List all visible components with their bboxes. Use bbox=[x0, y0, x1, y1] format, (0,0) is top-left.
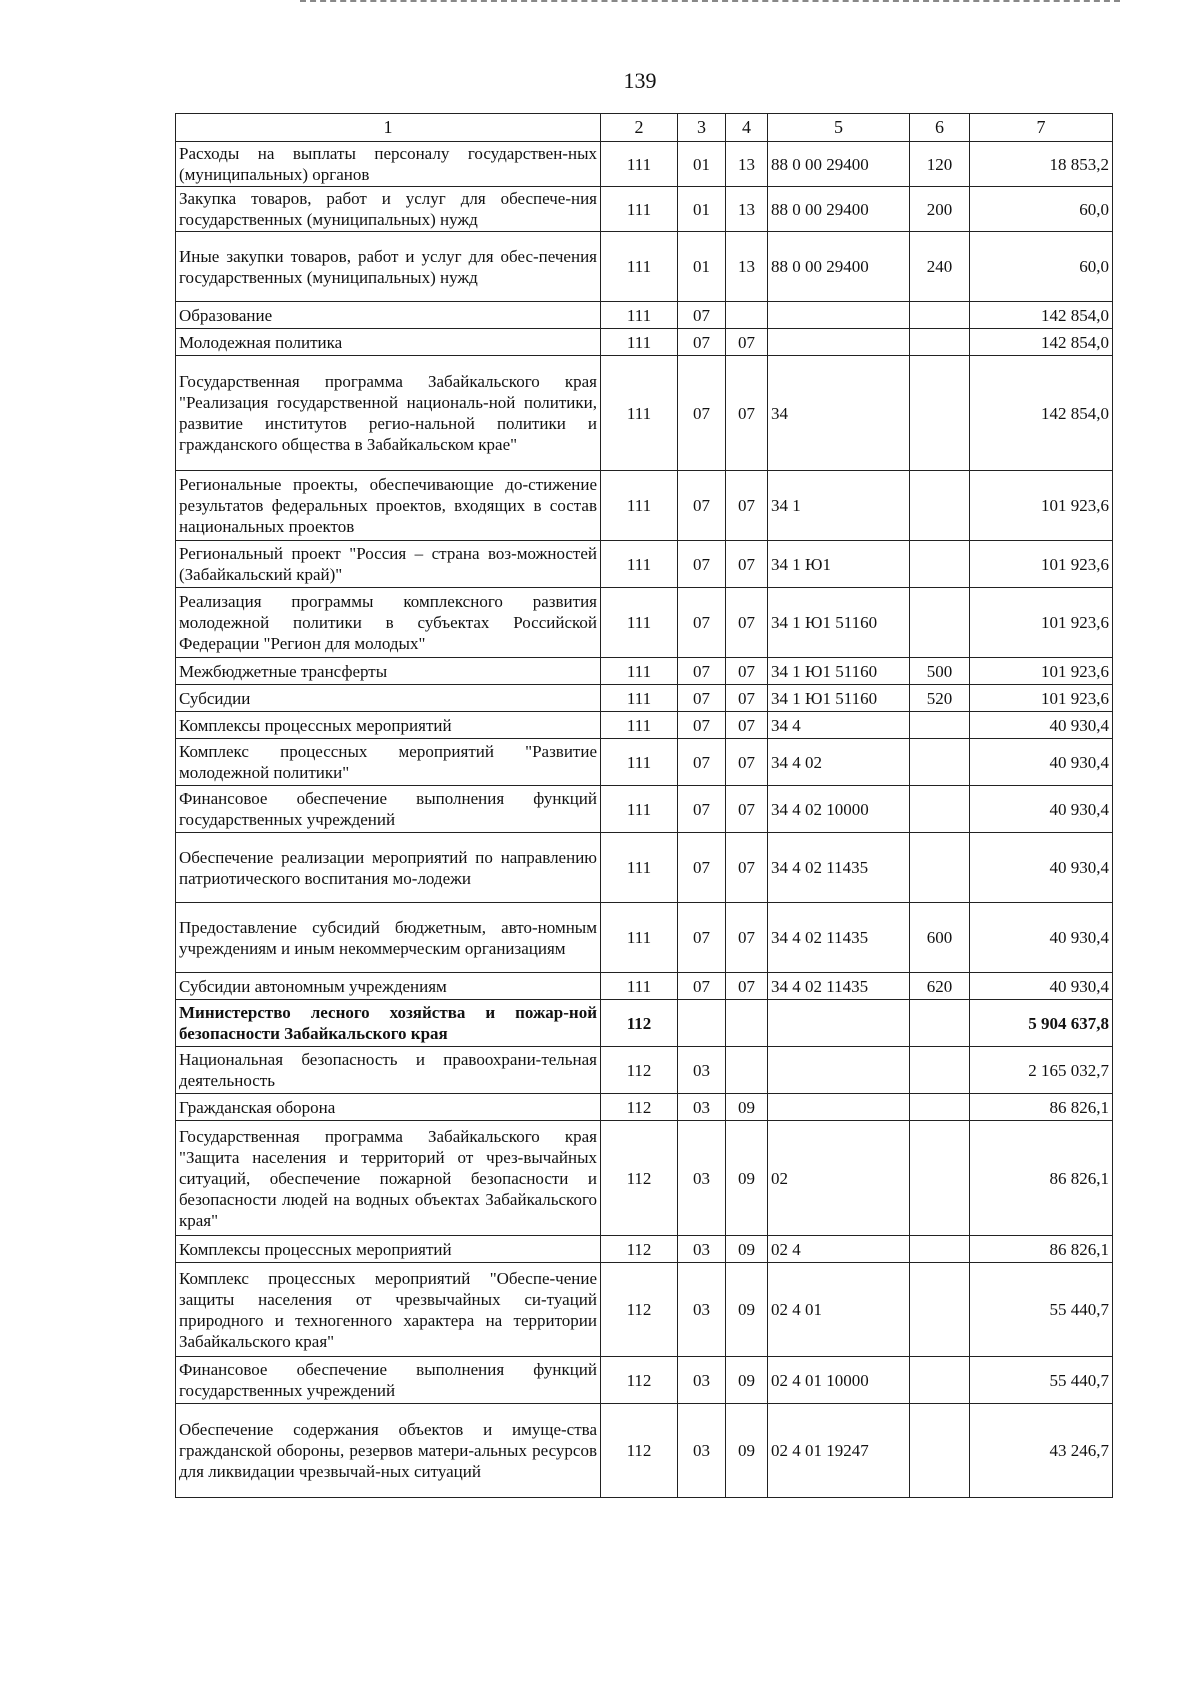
row-expense-type bbox=[910, 739, 970, 786]
table-row bbox=[176, 1404, 1113, 1498]
table-row bbox=[176, 356, 1113, 471]
row-expense-type bbox=[910, 712, 970, 739]
row-admin-code: 111 bbox=[601, 142, 678, 187]
row-admin-code: 111 bbox=[601, 356, 678, 471]
table-row bbox=[176, 1357, 1113, 1404]
row-admin-code: 112 bbox=[601, 1121, 678, 1236]
row-target-article bbox=[768, 1047, 910, 1094]
row-section: 03 bbox=[678, 1047, 726, 1094]
row-name: Министерство лесного хозяйства и пожар-ной безопасности Забайкальского края bbox=[176, 1000, 601, 1047]
row-target-article: 34 4 02 11435 bbox=[768, 973, 910, 1000]
row-expense-type bbox=[910, 356, 970, 471]
row-subsection: 07 bbox=[726, 471, 768, 541]
table-row bbox=[176, 541, 1113, 588]
row-expense-type bbox=[910, 1236, 970, 1263]
row-subsection: 07 bbox=[726, 786, 768, 833]
row-name: Молодежная политика bbox=[176, 329, 601, 356]
row-name: Национальная безопасность и правоохрани-тельная деятельность bbox=[176, 1047, 601, 1094]
row-section: 01 bbox=[678, 142, 726, 187]
row-admin-code: 111 bbox=[601, 302, 678, 329]
page-number: 139 bbox=[623, 68, 657, 93]
table-body bbox=[176, 142, 1113, 1498]
row-section: 07 bbox=[678, 588, 726, 658]
row-subsection: 07 bbox=[726, 739, 768, 786]
table-row bbox=[176, 1047, 1113, 1094]
table-row bbox=[176, 232, 1113, 302]
row-name: Региональные проекты, обеспечивающие до-стижение результатов федеральных проектов, входящих в состав национальных проектов bbox=[176, 471, 601, 541]
row-expense-type bbox=[910, 1357, 970, 1404]
row-amount: 2 165 032,7 bbox=[970, 1047, 1113, 1094]
row-subsection: 07 bbox=[726, 658, 768, 685]
row-subsection: 07 bbox=[726, 685, 768, 712]
row-subsection: 07 bbox=[726, 329, 768, 356]
row-amount: 18 853,2 bbox=[970, 142, 1113, 187]
table-row bbox=[176, 833, 1113, 903]
row-expense-type: 240 bbox=[910, 232, 970, 302]
row-target-article: 02 4 01 bbox=[768, 1263, 910, 1357]
row-target-article: 34 1 Ю1 51160 bbox=[768, 588, 910, 658]
row-expense-type: 620 bbox=[910, 973, 970, 1000]
row-subsection: 13 bbox=[726, 232, 768, 302]
row-section: 03 bbox=[678, 1263, 726, 1357]
row-target-article: 34 4 02 11435 bbox=[768, 903, 910, 973]
row-expense-type: 520 bbox=[910, 685, 970, 712]
row-admin-code: 112 bbox=[601, 1047, 678, 1094]
table-row bbox=[176, 588, 1113, 658]
row-subsection: 07 bbox=[726, 541, 768, 588]
scan-top-rule bbox=[300, 0, 1120, 4]
row-subsection: 09 bbox=[726, 1094, 768, 1121]
row-amount: 142 854,0 bbox=[970, 356, 1113, 471]
row-amount: 142 854,0 bbox=[970, 329, 1113, 356]
row-name: Обеспечение реализации мероприятий по направлению патриотического воспитания мо-лодежи bbox=[176, 833, 601, 903]
row-amount: 40 930,4 bbox=[970, 973, 1113, 1000]
row-expense-type bbox=[910, 588, 970, 658]
table-row bbox=[176, 1263, 1113, 1357]
row-section: 03 bbox=[678, 1404, 726, 1498]
row-section: 01 bbox=[678, 232, 726, 302]
row-name: Комплексы процессных мероприятий bbox=[176, 1236, 601, 1263]
table-row bbox=[176, 142, 1113, 187]
row-subsection bbox=[726, 1000, 768, 1047]
row-admin-code: 111 bbox=[601, 588, 678, 658]
row-amount: 40 930,4 bbox=[970, 712, 1113, 739]
row-name: Образование bbox=[176, 302, 601, 329]
row-subsection: 07 bbox=[726, 833, 768, 903]
row-section: 01 bbox=[678, 187, 726, 232]
table-row bbox=[176, 329, 1113, 356]
row-expense-type: 600 bbox=[910, 903, 970, 973]
row-section: 03 bbox=[678, 1121, 726, 1236]
row-subsection: 09 bbox=[726, 1236, 768, 1263]
table-row bbox=[176, 903, 1113, 973]
row-admin-code: 111 bbox=[601, 973, 678, 1000]
row-target-article: 02 4 bbox=[768, 1236, 910, 1263]
row-admin-code: 111 bbox=[601, 329, 678, 356]
row-admin-code: 112 bbox=[601, 1094, 678, 1121]
row-expense-type bbox=[910, 1047, 970, 1094]
column-header-6: 6 bbox=[910, 114, 970, 142]
row-target-article: 34 1 Ю1 51160 bbox=[768, 658, 910, 685]
row-amount: 40 930,4 bbox=[970, 786, 1113, 833]
row-subsection: 07 bbox=[726, 588, 768, 658]
row-amount: 101 923,6 bbox=[970, 471, 1113, 541]
column-header-7: 7 bbox=[970, 114, 1113, 142]
row-amount: 43 246,7 bbox=[970, 1404, 1113, 1498]
row-name: Межбюджетные трансферты bbox=[176, 658, 601, 685]
row-admin-code: 111 bbox=[601, 833, 678, 903]
row-expense-type bbox=[910, 1404, 970, 1498]
row-section: 07 bbox=[678, 658, 726, 685]
row-name: Иные закупки товаров, работ и услуг для обес-печения государственных (муниципальных) нужд bbox=[176, 232, 601, 302]
row-admin-code: 112 bbox=[601, 1404, 678, 1498]
row-section: 07 bbox=[678, 973, 726, 1000]
row-target-article: 34 4 bbox=[768, 712, 910, 739]
table-row bbox=[176, 1000, 1113, 1047]
row-section: 07 bbox=[678, 685, 726, 712]
row-section: 07 bbox=[678, 833, 726, 903]
row-target-article bbox=[768, 329, 910, 356]
row-admin-code: 112 bbox=[601, 1357, 678, 1404]
row-amount: 101 923,6 bbox=[970, 685, 1113, 712]
row-target-article: 34 4 02 bbox=[768, 739, 910, 786]
row-admin-code: 112 bbox=[601, 1236, 678, 1263]
row-expense-type bbox=[910, 471, 970, 541]
table-row bbox=[176, 1236, 1113, 1263]
row-admin-code: 111 bbox=[601, 739, 678, 786]
row-name: Реализация программы комплексного развития молодежной политики в субъектах Российской Федерации "Регион для молодых" bbox=[176, 588, 601, 658]
row-subsection bbox=[726, 1047, 768, 1094]
row-target-article bbox=[768, 1000, 910, 1047]
row-target-article: 88 0 00 29400 bbox=[768, 232, 910, 302]
row-amount: 55 440,7 bbox=[970, 1263, 1113, 1357]
row-amount: 101 923,6 bbox=[970, 658, 1113, 685]
row-target-article: 88 0 00 29400 bbox=[768, 187, 910, 232]
row-expense-type: 200 bbox=[910, 187, 970, 232]
row-section: 07 bbox=[678, 302, 726, 329]
row-target-article: 02 4 01 10000 bbox=[768, 1357, 910, 1404]
row-subsection: 13 bbox=[726, 187, 768, 232]
row-amount: 5 904 637,8 bbox=[970, 1000, 1113, 1047]
table-row bbox=[176, 786, 1113, 833]
row-expense-type bbox=[910, 1121, 970, 1236]
table-header-row bbox=[176, 114, 1113, 142]
row-expense-type bbox=[910, 1094, 970, 1121]
row-name: Гражданская оборона bbox=[176, 1094, 601, 1121]
row-subsection: 07 bbox=[726, 903, 768, 973]
row-admin-code: 111 bbox=[601, 232, 678, 302]
row-section: 07 bbox=[678, 541, 726, 588]
row-section: 03 bbox=[678, 1094, 726, 1121]
row-expense-type: 500 bbox=[910, 658, 970, 685]
table-row bbox=[176, 739, 1113, 786]
row-admin-code: 111 bbox=[601, 541, 678, 588]
row-name: Комплекс процессных мероприятий "Обеспе-чение защиты населения от чрезвычайных си-туаций природного и техногенного характера на территории Забайкальского края" bbox=[176, 1263, 601, 1357]
row-subsection: 09 bbox=[726, 1404, 768, 1498]
row-amount: 40 930,4 bbox=[970, 739, 1113, 786]
row-target-article: 34 4 02 10000 bbox=[768, 786, 910, 833]
row-subsection: 07 bbox=[726, 973, 768, 1000]
row-name: Финансовое обеспечение выполнения функций государственных учреждений bbox=[176, 786, 601, 833]
table-row bbox=[176, 712, 1113, 739]
row-amount: 101 923,6 bbox=[970, 541, 1113, 588]
row-expense-type bbox=[910, 833, 970, 903]
row-admin-code: 111 bbox=[601, 685, 678, 712]
row-expense-type bbox=[910, 541, 970, 588]
row-subsection bbox=[726, 302, 768, 329]
column-header-3: 3 bbox=[678, 114, 726, 142]
row-admin-code: 112 bbox=[601, 1000, 678, 1047]
row-subsection: 09 bbox=[726, 1263, 768, 1357]
row-admin-code: 111 bbox=[601, 786, 678, 833]
row-amount: 60,0 bbox=[970, 232, 1113, 302]
row-target-article bbox=[768, 1094, 910, 1121]
row-subsection: 09 bbox=[726, 1357, 768, 1404]
table-row bbox=[176, 685, 1113, 712]
row-amount: 40 930,4 bbox=[970, 903, 1113, 973]
row-admin-code: 111 bbox=[601, 712, 678, 739]
row-admin-code: 111 bbox=[601, 903, 678, 973]
budget-table bbox=[175, 113, 1113, 1498]
row-expense-type bbox=[910, 329, 970, 356]
row-amount: 86 826,1 bbox=[970, 1121, 1113, 1236]
row-expense-type: 120 bbox=[910, 142, 970, 187]
column-header-1: 1 bbox=[176, 114, 601, 142]
row-section: 03 bbox=[678, 1357, 726, 1404]
row-target-article: 34 1 Ю1 51160 bbox=[768, 685, 910, 712]
table-row bbox=[176, 187, 1113, 232]
row-amount: 40 930,4 bbox=[970, 833, 1113, 903]
table-row bbox=[176, 302, 1113, 329]
row-expense-type bbox=[910, 302, 970, 329]
row-section: 07 bbox=[678, 471, 726, 541]
row-subsection: 13 bbox=[726, 142, 768, 187]
column-header-2: 2 bbox=[601, 114, 678, 142]
row-name: Комплексы процессных мероприятий bbox=[176, 712, 601, 739]
row-name: Закупка товаров, работ и услуг для обеспече-ния государственных (муниципальных) нужд bbox=[176, 187, 601, 232]
table-row bbox=[176, 973, 1113, 1000]
row-target-article: 34 4 02 11435 bbox=[768, 833, 910, 903]
row-name: Региональный проект "Россия – страна воз-можностей (Забайкальский край)" bbox=[176, 541, 601, 588]
row-admin-code: 112 bbox=[601, 1263, 678, 1357]
row-section bbox=[678, 1000, 726, 1047]
row-section: 07 bbox=[678, 739, 726, 786]
row-subsection: 07 bbox=[726, 712, 768, 739]
row-name: Государственная программа Забайкальского края "Защита населения и территорий от чрез-вычайных ситуаций, обеспечение пожарной безопасности и безопасности людей на водных объектах Забайкальского края" bbox=[176, 1121, 601, 1236]
table-row bbox=[176, 1094, 1113, 1121]
row-target-article bbox=[768, 302, 910, 329]
row-subsection: 09 bbox=[726, 1121, 768, 1236]
row-amount: 60,0 bbox=[970, 187, 1113, 232]
row-amount: 142 854,0 bbox=[970, 302, 1113, 329]
row-subsection: 07 bbox=[726, 356, 768, 471]
row-section: 07 bbox=[678, 329, 726, 356]
row-amount: 55 440,7 bbox=[970, 1357, 1113, 1404]
row-expense-type bbox=[910, 1000, 970, 1047]
row-section: 07 bbox=[678, 903, 726, 973]
row-name: Субсидии bbox=[176, 685, 601, 712]
row-name: Комплекс процессных мероприятий "Развитие молодежной политики" bbox=[176, 739, 601, 786]
row-expense-type bbox=[910, 786, 970, 833]
row-target-article: 34 1 Ю1 bbox=[768, 541, 910, 588]
table-row bbox=[176, 658, 1113, 685]
row-name: Предоставление субсидий бюджетным, авто-номным учреждениям и иным некоммерческим организациям bbox=[176, 903, 601, 973]
row-amount: 101 923,6 bbox=[970, 588, 1113, 658]
row-section: 07 bbox=[678, 786, 726, 833]
column-header-4: 4 bbox=[726, 114, 768, 142]
row-name: Финансовое обеспечение выполнения функций государственных учреждений bbox=[176, 1357, 601, 1404]
row-name: Субсидии автономным учреждениям bbox=[176, 973, 601, 1000]
table-row bbox=[176, 1121, 1113, 1236]
row-section: 07 bbox=[678, 712, 726, 739]
row-name: Обеспечение содержания объектов и имуще-ства гражданской обороны, резервов матери-альных ресурсов для ликвидации чрезвычай-ных ситуаций bbox=[176, 1404, 601, 1498]
row-amount: 86 826,1 bbox=[970, 1236, 1113, 1263]
row-target-article: 02 4 01 19247 bbox=[768, 1404, 910, 1498]
row-section: 07 bbox=[678, 356, 726, 471]
column-header-5: 5 bbox=[768, 114, 910, 142]
row-name: Государственная программа Забайкальского края "Реализация государственной националь-ной политики, развитие институтов регио-нальной политики и гражданского общества в Забайкальском крае" bbox=[176, 356, 601, 471]
row-amount: 86 826,1 bbox=[970, 1094, 1113, 1121]
row-admin-code: 111 bbox=[601, 471, 678, 541]
row-target-article: 88 0 00 29400 bbox=[768, 142, 910, 187]
row-target-article: 02 bbox=[768, 1121, 910, 1236]
row-admin-code: 111 bbox=[601, 187, 678, 232]
row-name: Расходы на выплаты персоналу государствен-ных (муниципальных) органов bbox=[176, 142, 601, 187]
row-target-article: 34 1 bbox=[768, 471, 910, 541]
row-admin-code: 111 bbox=[601, 658, 678, 685]
row-section: 03 bbox=[678, 1236, 726, 1263]
table-row bbox=[176, 471, 1113, 541]
row-target-article: 34 bbox=[768, 356, 910, 471]
row-expense-type bbox=[910, 1263, 970, 1357]
